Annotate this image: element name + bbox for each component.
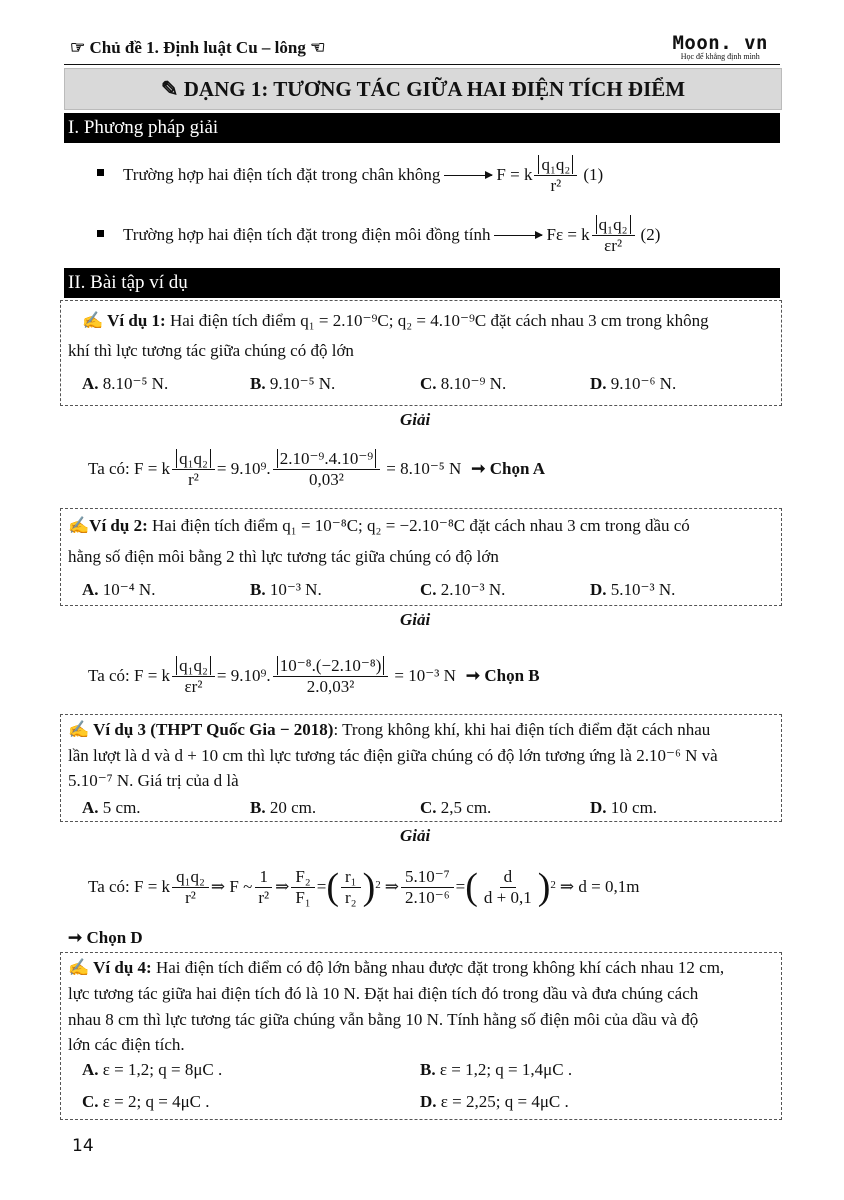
formula-tag: (2) [640, 225, 661, 244]
paren-open: ( [326, 866, 339, 908]
option-d[interactable]: D. 5.10⁻³ N. [590, 580, 676, 599]
question-line: nhau 8 cm thì lực tương tác giữa chúng vẫn bằng 10 N. Tính hằng số điện môi của dầu và độ [68, 1010, 699, 1029]
question-line: lớn các điện tích. [68, 1035, 185, 1054]
example-label: ✍ Ví dụ 1: [82, 311, 166, 330]
method-text: Trường hợp hai điện tích đặt trong điện môi đồng tính [123, 225, 491, 244]
formula-lhs: Fε = k [546, 225, 590, 244]
option-b[interactable]: B. 9.10⁻⁵ N. [250, 374, 336, 393]
option-a[interactable]: A. ε = 1,2; q = 8μC . [82, 1060, 223, 1079]
page-number: 14 [72, 1136, 94, 1156]
formula-tag: (1) [583, 165, 604, 184]
paren-open: ( [465, 866, 478, 908]
formula-numerator: q₁q₂ [596, 215, 631, 234]
pen-icon: ✍ [68, 958, 94, 977]
question-line: : Trong không khí, khi hai điện tích điểm đặt cách nhau [333, 720, 711, 739]
solution-title: Giải [400, 610, 431, 629]
option-d[interactable]: D. ε = 2,25; q = 4μC . [420, 1092, 569, 1111]
option-c[interactable]: C. 2,5 cm. [420, 798, 492, 817]
option-c[interactable]: C. ε = 2; q = 4μC . [82, 1092, 210, 1111]
solution-formula: Ta có: F = k $\frac{\text{q₁q₂}}{\text{r²}}$ ⇒ F ~ $\frac{1}{\text{r²}}$ ⇒ $\frac{\text{F₂}}{\text{F₁}}$ = ( $\frac{\text{r₁}}{\text{r₂}}$ ) $^2$ ⇒ $\frac{\text{5.10⁻⁷}}{\text{2.10⁻⁶}}$ = ( $\frac{d}{d + 0,1}$ ) $^2$ ⇒ d = 0,1m [88, 866, 640, 908]
method-item-dielectric [123, 210, 660, 260]
page-header [64, 32, 780, 64]
answer-choice: ➞ Chọn A [471, 459, 546, 478]
question-line: Hai điện tích điểm q₁ = 10⁻⁸C; q₂ = −2.10⁻⁸C đặt cách nhau 3 cm trong dầu có [152, 516, 690, 535]
option-d[interactable]: D. 10 cm. [590, 798, 658, 817]
question-line: 5.10⁻⁷ N. Giá trị của d là [68, 771, 239, 790]
formula-denominator: r² [550, 175, 562, 195]
question-line: hằng số điện môi bằng 2 thì lực tương tác giữa chúng có độ lớn [68, 547, 499, 566]
option-b[interactable]: B. 20 cm. [250, 798, 317, 817]
formula-denominator: εr² [604, 235, 623, 255]
header-rule [64, 64, 780, 65]
option-b[interactable]: B. ε = 1,2; q = 1,4μC . [420, 1060, 573, 1079]
pen-icon: ✍ [82, 311, 108, 330]
arrow-icon [444, 175, 492, 176]
brand-logo [672, 32, 768, 61]
formula-numerator: q₁q₂ [538, 155, 573, 174]
example-question [68, 958, 724, 978]
example-label: ✍ Ví dụ 3 (THPT Quốc Gia − 2018) [68, 720, 334, 739]
option-c[interactable]: C. 8.10⁻⁹ N. [420, 374, 507, 393]
pen-icon: ✍ [68, 516, 90, 535]
question-line: khí thì lực tương tác giữa chúng có độ lớn [68, 341, 354, 360]
answer-choice: ➞ Chọn D [68, 928, 143, 947]
section-heading-method: I. Phương pháp giải [64, 113, 780, 143]
answer-choice: ➞ Chọn B [465, 666, 540, 685]
example-label: ✍Ví dụ 2: [68, 516, 148, 535]
brand-name: Moon. vn [672, 32, 768, 54]
method-item-vacuum [123, 150, 603, 200]
method-text: Trường hợp hai điện tích đặt trong chân không [123, 165, 441, 184]
question-line: Hai điện tích điểm có độ lớn bằng nhau được đặt trong không khí cách nhau 12 cm, [155, 958, 725, 977]
question-line: Hai điện tích điểm q₁ = 2.10⁻⁹C; q₂ = 4.10⁻⁹C đặt cách nhau 3 cm trong không [169, 311, 709, 330]
formula-lhs: F = k [496, 165, 533, 184]
option-d[interactable]: D. 9.10⁻⁶ N. [590, 374, 677, 393]
question-line: lực tương tác giữa hai điện tích đó là 10 N. Đặt hai điện tích đó trong dầu và đưa chúng cách [68, 984, 699, 1003]
option-a[interactable]: A. 10⁻⁴ N. [82, 580, 156, 599]
question-line: lần lượt là d và d + 10 cm thì lực tương tác điện giữa chúng có độ lớn tương ứng là 2.10⁻⁶ N và [68, 746, 718, 765]
example-question [82, 311, 709, 331]
example-question [68, 516, 690, 536]
example-question [68, 720, 710, 740]
solution-formula: Ta có: F = k $\frac{\text{q₁q₂}}{\text{r²}}$ = 9.10⁹. $\frac{\text{2.10⁻⁹.4.10⁻⁹}}{\text{0,03²}}$ = 8.10⁻⁵ N ➞ Chọn A [88, 448, 546, 489]
brand-slogan: Học để khẳng định mình [680, 52, 760, 61]
formula-fraction [534, 155, 577, 195]
option-a[interactable]: A. 5 cm. [82, 798, 141, 817]
arrow-icon [494, 235, 542, 236]
paren-close: ) [362, 866, 376, 908]
bullet-marker [97, 230, 104, 237]
option-b[interactable]: B. 10⁻³ N. [250, 580, 322, 599]
solution-formula: Ta có: F = k $\frac{\text{q₁q₂}}{\text{εr²}}$ = 9.10⁹. $\frac{\text{10⁻⁸.(−2.10⁻⁸)}}{\text{2.0,03²}}$ = 10⁻³ N ➞ Chọn B [88, 655, 540, 696]
paren-close: ) [537, 866, 551, 908]
option-c[interactable]: C. 2.10⁻³ N. [420, 580, 506, 599]
bullet-marker [97, 169, 104, 176]
chapter-title: ☞ Chủ đề 1. Định luật Cu – lông ☜ [70, 38, 326, 57]
formula-fraction [592, 215, 635, 255]
section-heading-examples: II. Bài tập ví dụ [64, 268, 780, 298]
example-label: ✍ Ví dụ 4: [68, 958, 152, 977]
solution-title: Giải [400, 826, 431, 845]
pen-icon: ✍ [68, 720, 94, 739]
solution-title: Giải [400, 410, 431, 429]
lesson-title: ✎ DẠNG 1: TƯƠNG TÁC GIỮA HAI ĐIỆN TÍCH ĐIỂM [64, 68, 782, 110]
option-a[interactable]: A. 8.10⁻⁵ N. [82, 374, 169, 393]
